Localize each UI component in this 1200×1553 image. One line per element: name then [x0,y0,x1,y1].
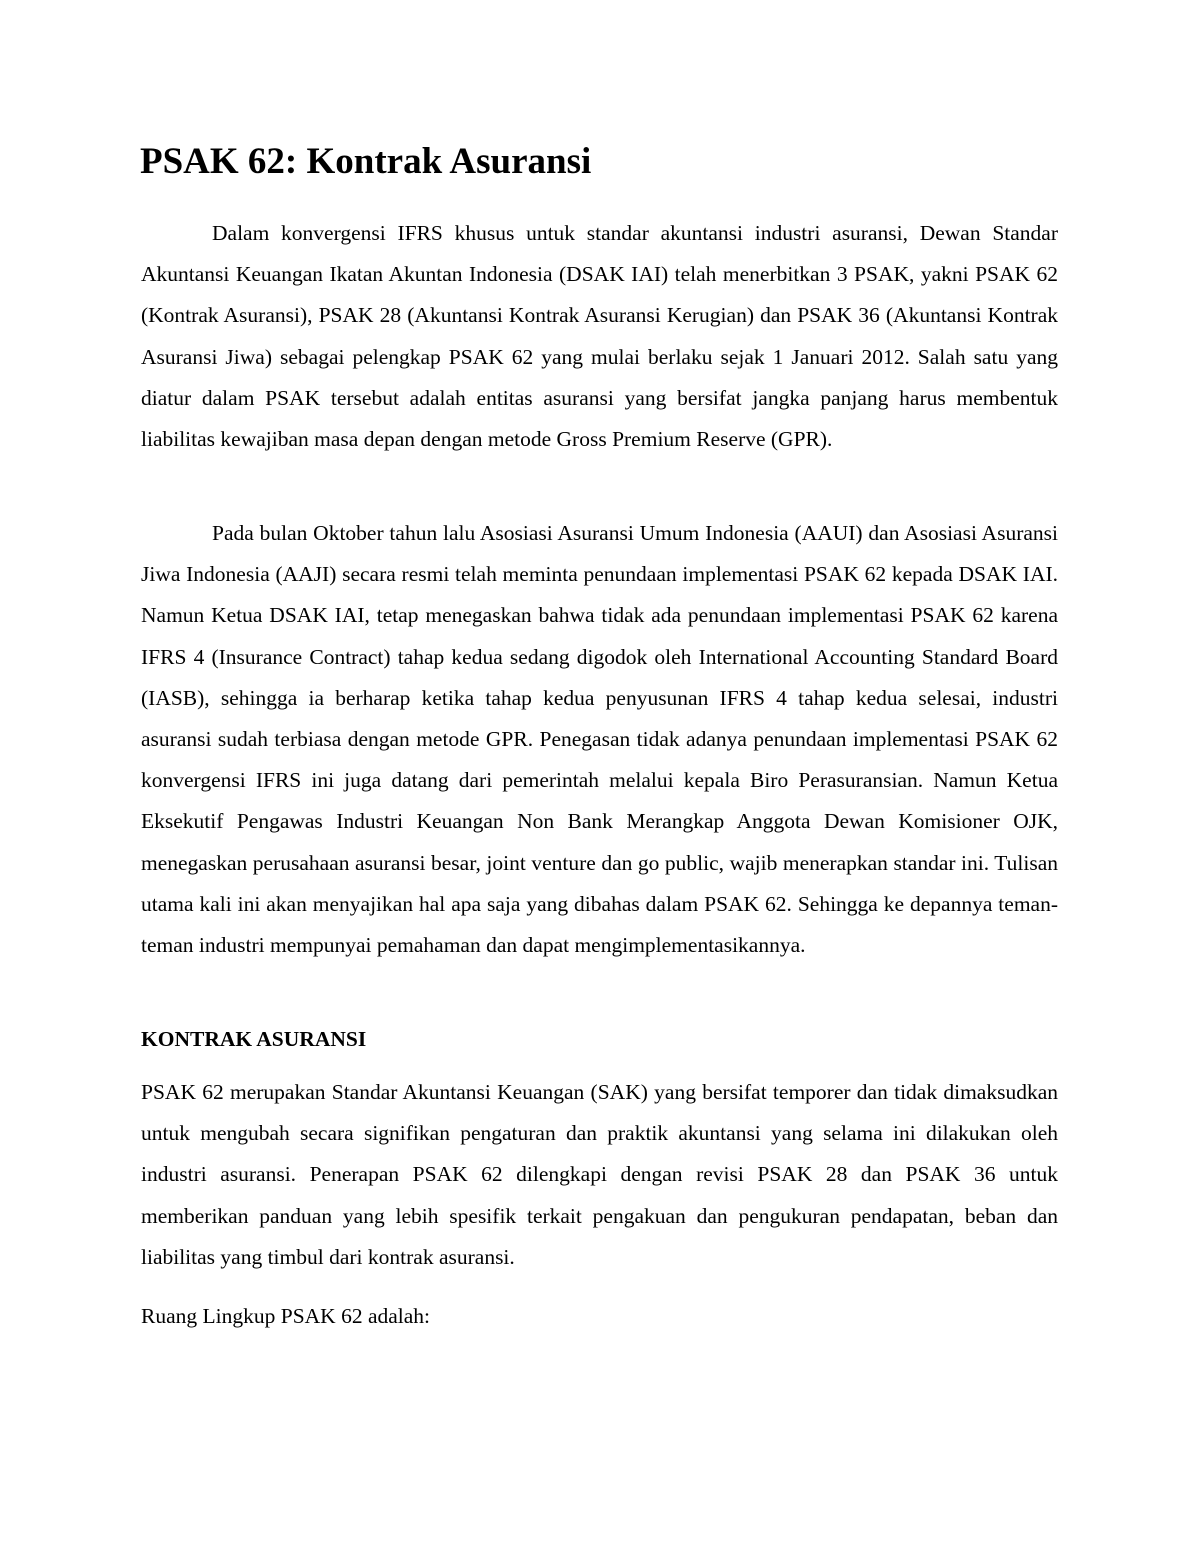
paragraph-psak-62-definition: PSAK 62 merupakan Standar Akuntansi Keuangan (SAK) yang bersifat temporer dan tidak dimaksudkan untuk mengubah secara signifikan pengaturan dan praktik akuntansi yang selama ini dilakukan oleh industri asuransi. Penerapan PSAK 62 dilengkapi dengan revisi PSAK 28 dan PSAK 36 untuk memberikan panduan yang lebih spesifik terkait pengakuan dan pengukuran pendapatan, beban dan liabilitas yang timbul dari kontrak asuransi. [141,1080,1058,1269]
paragraph-ifrs-convergence: Dalam konvergensi IFRS khusus untuk standar akuntansi industri asuransi, Dewan Standar Akuntansi Keuangan Ikatan Akuntan Indonesia (DSAK IAI) telah menerbitkan 3 PSAK, yakni PSAK 62 (Kontrak Asuransi), PSAK 28 (Akuntansi Kontrak Asuransi Kerugian) dan PSAK 36 (Akuntansi Kontrak Asuransi Jiwa) sebagai pelengkap PSAK 62 yang mulai berlaku sejak 1 Januari 2012. Salah satu yang diatur dalam PSAK tersebut adalah entitas asuransi yang bersifat jangka panjang harus membentuk liabilitas kewajiban masa depan dengan metode Gross Premium Reserve (GPR). [141,221,1058,452]
paragraph-postponement-request: Pada bulan Oktober tahun lalu Asosiasi Asuransi Umum Indonesia (AAUI) dan Asosiasi Asuransi Jiwa Indonesia (AAJI) secara resmi telah meminta penundaan implementasi PSAK 62 kepada DSAK IAI. Namun Ketua DSAK IAI, tetap menegaskan bahwa tidak ada penundaan implementasi PSAK 62 karena IFRS 4 (Insurance Contract) tahap kedua sedang digodok oleh International Accounting Standard Board (IASB), sehingga ia berharap ketika tahap kedua penyusunan IFRS 4 tahap kedua selesai, industri asuransi sudah terbiasa dengan metode GPR. Penegasan tidak adanya penundaan implementasi PSAK 62 konvergensi IFRS ini juga datang dari pemerintah melalui kepala Biro Perasuransian. Namun Ketua Eksekutif Pengawas Industri Keuangan Non Bank Merangkap Anggota Dewan Komisioner OJK, menegaskan perusahaan asuransi besar, joint venture dan go public, wajib menerapkan standar ini. Tulisan utama kali ini akan menyajikan hal apa saja yang dibahas dalam PSAK 62. Sehingga ke depannya teman-teman industri mempunyai pemahaman dan dapat mengimplementasikannya. [141,521,1058,958]
document-title: PSAK 62: Kontrak Asuransi [140,141,592,182]
section-heading-kontrak-asuransi: KONTRAK ASURANSI [141,1027,367,1051]
paragraph-scope-intro: Ruang Lingkup PSAK 62 adalah: [141,1304,431,1328]
